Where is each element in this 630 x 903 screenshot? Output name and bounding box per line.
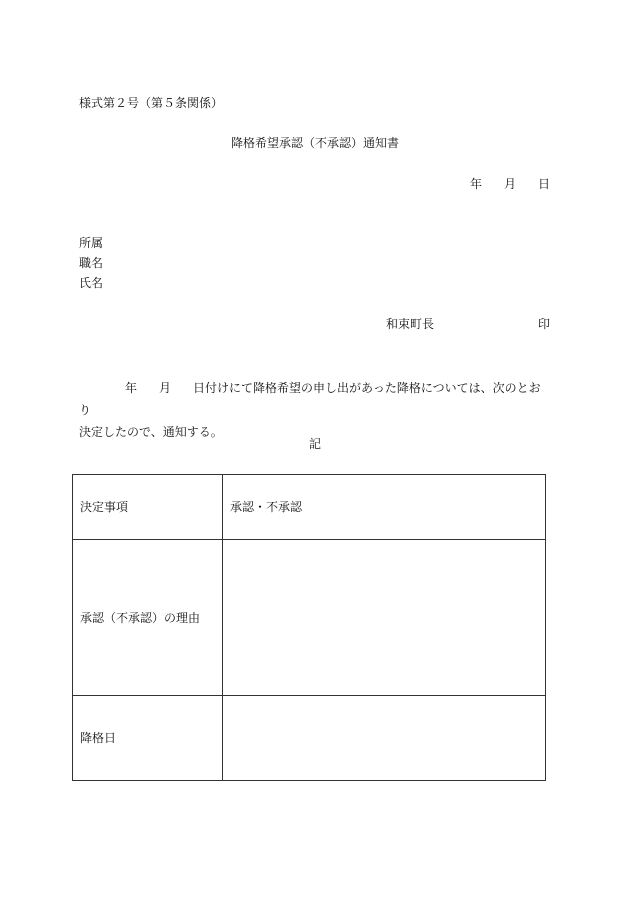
body-year-label: 年 — [125, 381, 138, 395]
notice-body — [79, 377, 551, 443]
document-title: 降格希望承認（不承認）通知書 — [230, 136, 399, 150]
reason-value — [223, 540, 546, 696]
date-year-label: 年 — [469, 177, 482, 191]
body-line1: 日付けにて降格希望の申し出があった降格については、次のとおり — [79, 381, 541, 417]
table-row — [73, 540, 546, 696]
date-day-label: 日 — [537, 177, 550, 191]
date-line — [470, 178, 550, 190]
decision-label: 決定事項 — [73, 475, 223, 540]
recipient-block — [79, 237, 103, 297]
table-row — [73, 696, 546, 781]
form-number: 様式第２号（第５条関係） — [79, 96, 224, 110]
reason-label: 承認（不承認）の理由 — [73, 540, 223, 696]
body-line2: 決定したので、通知する。 — [79, 425, 223, 439]
position-label: 職名 — [79, 256, 104, 270]
decision-value: 承認・不承認 — [223, 475, 546, 540]
name-label: 氏名 — [79, 276, 104, 290]
sender-line — [386, 318, 550, 330]
date-month-label: 月 — [503, 177, 516, 191]
demotion-date-label: 降格日 — [73, 696, 223, 781]
demotion-date-value — [223, 696, 546, 781]
decision-table — [72, 474, 546, 781]
sender-title: 和束町長 — [385, 317, 434, 331]
table-row — [73, 475, 546, 540]
affiliation-label: 所属 — [79, 236, 104, 250]
seal-mark: 印 — [537, 317, 550, 331]
ki-heading: 記 — [308, 437, 321, 451]
body-month-label: 月 — [159, 381, 172, 395]
